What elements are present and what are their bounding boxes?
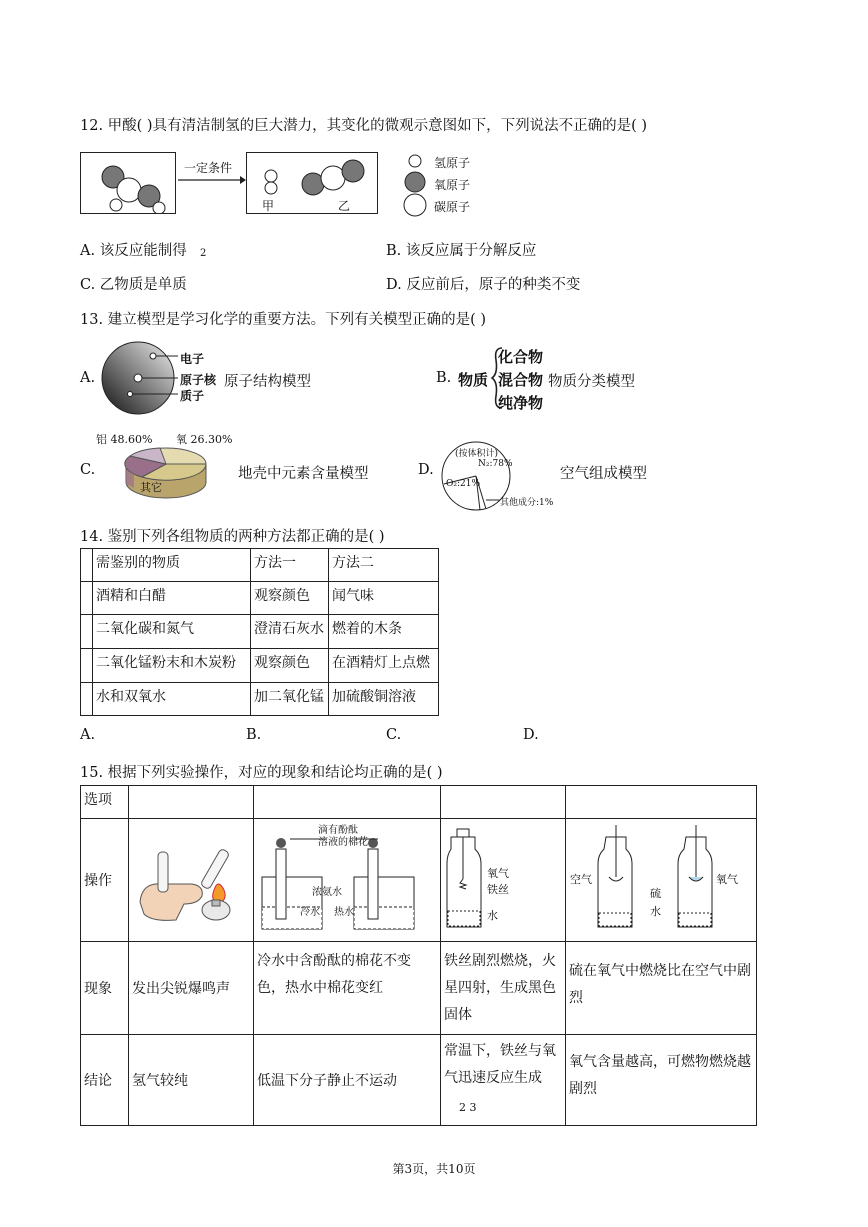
phenomenon-cell: 冷水中含酚酞的棉花不变色，热水中棉花变红 (254, 942, 441, 1035)
page-footer: 第3页，共10页 (392, 1162, 476, 1176)
q13-c-caption: 地壳中元素含量模型 (238, 466, 369, 482)
legend-icons (400, 152, 434, 218)
label-hot-water: 热水 (334, 907, 354, 918)
table-header: 方法一 (251, 549, 329, 582)
table-cell: 水和双氧水 (93, 683, 251, 716)
atom-model-diagram (98, 338, 178, 418)
q15-table (80, 785, 757, 1126)
legend-oxygen: 氧原子 (434, 178, 471, 192)
conclusion-subscript: 2 3 (459, 1101, 477, 1114)
row-label: 结论 (81, 1035, 129, 1126)
q12-option-c: C. 乙物质是单质 (80, 277, 187, 293)
label-n2: N₂:78% (478, 459, 513, 469)
table-cell: 加硫酸铜溶液 (329, 683, 439, 716)
legend-hydrogen: 氢原子 (434, 156, 471, 170)
q15-stem: 15. 根据下列实验操作，对应的现象和结论均正确的是( ) (80, 765, 443, 781)
label-yi: 乙 (338, 199, 351, 213)
label-phenolphthalein: 滴有酚酞 (318, 825, 358, 836)
table-cell: 观察颜色 (251, 649, 329, 683)
q13-b-caption: 物质分类模型 (548, 374, 635, 390)
label-nucleus: 原子核 (180, 373, 217, 387)
label-ammonia: 浓氨水 (312, 887, 342, 898)
table-row (81, 649, 439, 683)
label-o2: O₂:21% (446, 479, 481, 489)
conclusion-cell: 常温下，铁丝与氧气迅速反应生成 (444, 1043, 556, 1086)
table-row (81, 683, 439, 716)
q13-stem: 13. 建立模型是学习化学的重要方法。下列有关模型正确的是( ) (80, 312, 487, 328)
label-others: 其它 (140, 481, 162, 494)
label-oxygen-3: 氧气 (487, 867, 509, 880)
q12-option-b: B. 该反应属于分解反应 (386, 243, 537, 259)
label-sulfur: 硫 (650, 887, 661, 900)
label-by-volume: (按体积计) (455, 449, 499, 459)
table-row (81, 615, 439, 649)
table-row (81, 819, 757, 942)
table-header-row (81, 549, 439, 582)
table-row (81, 942, 757, 1035)
table-cell: 二氧化锰粉末和木炭粉 (93, 649, 251, 683)
q12-stem: 12. 甲酸( )具有清洁制氢的巨大潜力，其变化的微观示意图如下，下列说法不正确的是( ) (80, 118, 648, 134)
q12-option-a-sub: 2 (200, 248, 207, 259)
phenomenon-cell: 硫在氧气中燃烧比在空气中剧烈 (566, 942, 757, 1035)
q13-c-letter: C. (80, 462, 96, 478)
conclusion-cell: 氧气含量越高，可燃物燃烧越剧烈 (566, 1035, 757, 1126)
table-header: 方法二 (329, 549, 439, 582)
q14-option-c: C. (386, 727, 402, 743)
q12-reactant-box (80, 152, 176, 214)
q12-option-d: D. 反应前后，原子的种类不变 (386, 277, 581, 293)
label-water-4: 水 (650, 905, 661, 918)
label-electron: 电子 (180, 352, 205, 366)
row-label: 选项 (81, 786, 129, 819)
table-row (81, 582, 439, 615)
conclusion-cell: 低温下分子静止不运动 (254, 1035, 441, 1126)
b-word-matter: 物质 (458, 371, 489, 389)
label-oxygen-4: 氧气 (716, 873, 738, 886)
b-item-pure: 纯净物 (498, 394, 544, 412)
legend-carbon: 碳原子 (434, 200, 471, 214)
label-jia: 甲 (262, 199, 275, 213)
reactant-molecules (81, 153, 175, 213)
label-water-3: 水 (487, 909, 498, 922)
conclusion-cell: 氢气较纯 (129, 1035, 254, 1126)
q13-b-letter: B. (436, 370, 452, 386)
label-oxygen-pct: 氧 26.30% (176, 433, 233, 446)
table-row (81, 786, 757, 819)
q13-d-caption: 空气组成模型 (560, 466, 647, 482)
b-item-compound: 化合物 (498, 348, 544, 366)
q14-table (80, 548, 439, 716)
row-label: 操作 (81, 819, 129, 942)
phenomenon-cell: 发出尖锐爆鸣声 (129, 942, 254, 1035)
label-iron-wire: 铁丝 (487, 883, 509, 896)
q14-option-a: A. (80, 727, 96, 743)
phenomenon-cell: 铁丝剧烈燃烧，火星四射，生成黑色固体 (441, 942, 566, 1035)
table-cell: 闻气味 (329, 582, 439, 615)
label-other-gas: 其他成分:1% (500, 498, 554, 508)
table-row (81, 1035, 757, 1126)
table-cell: 燃着的木条 (329, 615, 439, 649)
table-cell: 澄清石灰水 (251, 615, 329, 649)
row-label: 现象 (81, 942, 129, 1035)
crust-pie-chart (120, 440, 212, 506)
hydrogen-test-image (132, 822, 250, 932)
label-cotton: 溶液的棉花 (318, 837, 368, 848)
label-aluminum: 铝 48.60% (96, 433, 153, 446)
label-cold-water: 冷水 (300, 907, 320, 918)
table-cell: 二氧化碳和氮气 (93, 615, 251, 649)
table-cell: 加二氧化锰 (251, 683, 329, 716)
table-header: 需鉴别的物质 (93, 549, 251, 582)
table-cell: 观察颜色 (251, 582, 329, 615)
label-proton: 质子 (180, 389, 205, 403)
label-air: 空气 (570, 873, 592, 886)
q14-option-b: B. (246, 727, 262, 743)
table-cell: 酒精和白醋 (93, 582, 251, 615)
q13-d-letter: D. (418, 462, 434, 478)
table-cell: 在酒精灯上点燃 (329, 649, 439, 683)
q13-a-caption: 原子结构模型 (224, 374, 311, 390)
arrow-label: 一定条件 (184, 161, 233, 175)
b-item-mixture: 混合物 (498, 371, 544, 389)
q14-stem: 14. 鉴别下列各组物质的两种方法都正确的是( ) (80, 529, 385, 545)
q14-option-d: D. (523, 727, 539, 743)
q13-a-letter: A. (80, 370, 96, 386)
q12-option-a: A. 该反应能制得 (80, 243, 187, 259)
